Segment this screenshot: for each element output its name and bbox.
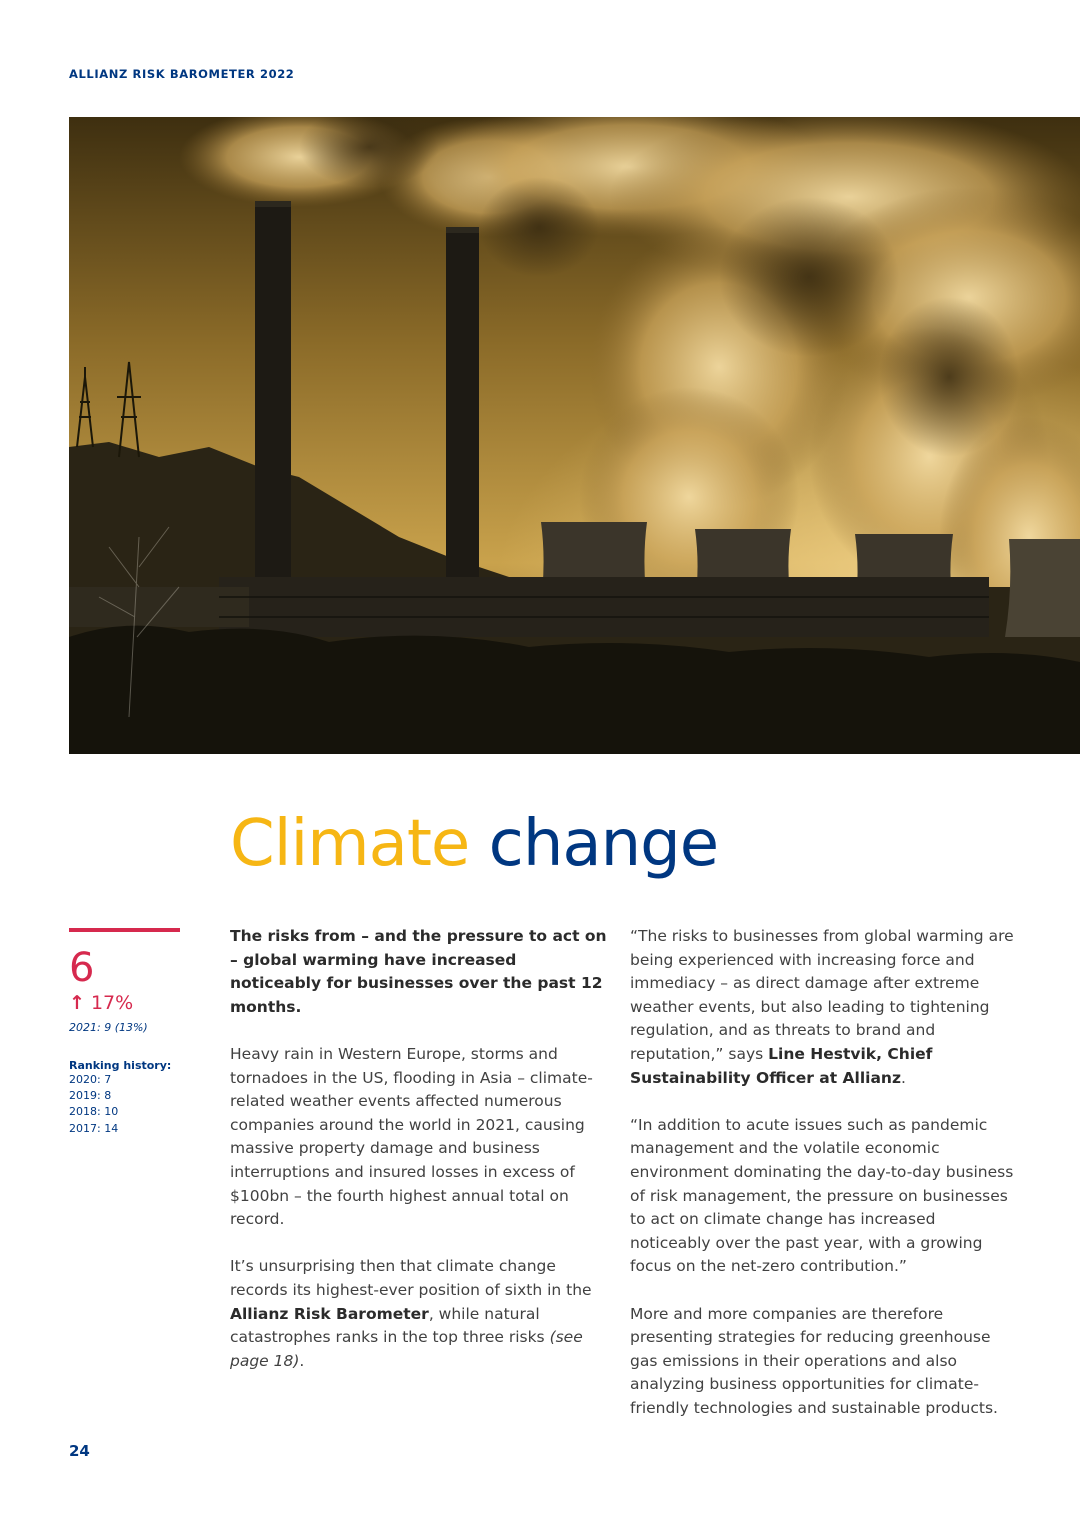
quote-paragraph: “In addition to acute issues such as pandemic management and the volatile economic environment dominating the day-to-day business of risk management, the pressure on businesses to act on climate change has increased noticeably over the past year, with a growing focus on the net-zero contribution.” — [630, 1115, 1014, 1276]
ranking-history-item: 2020: 7 — [69, 1072, 112, 1086]
body-paragraph: It’s unsurprising then that climate change records its highest-ever position of sixth in the Allianz Risk Barometer, while natural catastrophes ranks in the top three risks (see page 18). — [230, 1257, 592, 1370]
rank-previous: 2021: 9 (13%) — [69, 1020, 148, 1034]
body-paragraph: Heavy rain in Western Europe, storms and tornadoes in the US, flooding in Asia – climate-related weather events affected numerous companies around the world in 2021, causing massive property damage and business interruptions and insured losses in excess of $100bn – the fourth highest annual total on record. — [230, 1044, 593, 1229]
rank-percent-value: 17% — [90, 992, 134, 1014]
lead-paragraph: The risks from – and the pressure to act on – global warming have increased noticeably for businesses over the past 12 months. — [230, 927, 607, 1016]
body-paragraph: More and more companies are therefore presenting strategies for reducing greenhouse gas emissions in their operations and also analyzing business opportunities for climate-friendly technologies and sustainable products. — [630, 1304, 998, 1417]
hero-photo — [69, 117, 1080, 754]
speaker-name: Line Hestvik, Chief Sustainability Officer at Allianz — [630, 1044, 933, 1087]
title-part-1: Climate — [230, 807, 470, 881]
quote-paragraph: “The risks to businesses from global warming are being experienced with increasing force and immediacy – as direct damage after extreme weather events, but also leading to tightening regulation, and as threats to brand and reputation,” says Line Hestvik, Chief Sustainability Officer at Allianz. — [630, 927, 1014, 1087]
ranking-history-item: 2019: 8 — [69, 1089, 112, 1103]
ranking-history-item: 2018: 10 — [69, 1105, 119, 1119]
cross-reference: (see page 18) — [230, 1328, 583, 1370]
rank-percent — [69, 992, 180, 1015]
power-plant-illustration — [69, 117, 1080, 754]
rank-position: 6 — [69, 945, 95, 991]
body-column-2 — [630, 925, 1015, 1444]
page-number: 24 — [69, 1442, 90, 1460]
up-arrow-icon: ↑ — [69, 992, 85, 1014]
page-title — [230, 806, 718, 883]
title-part-2: change — [488, 807, 719, 881]
publication-header: ALLIANZ RISK BAROMETER 2022 — [69, 67, 295, 81]
body-column-1 — [230, 925, 608, 1397]
accent-rule — [69, 928, 180, 932]
ranking-history-title: Ranking history: — [69, 1058, 172, 1072]
ranking-sidebar — [69, 928, 180, 1137]
emphasis-text: Allianz Risk Barometer — [230, 1304, 429, 1323]
ranking-history-item: 2017: 14 — [69, 1121, 119, 1135]
